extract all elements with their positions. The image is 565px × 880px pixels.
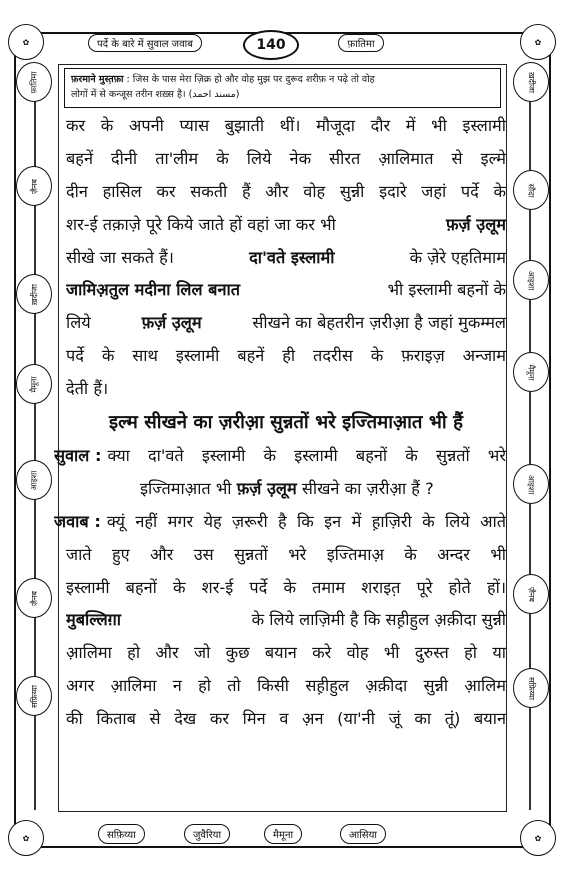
answer-line: अगर आ़लिमा न हो तो किसी सह़ीहुल अ़क़ीदा सुन्नी आ़लिम — [66, 676, 506, 696]
paragraph-line: बहनें दीनी ता'लीम के लिये नेक सीरत आ़लिमात से इल्मे — [66, 148, 506, 168]
side-medallion-left: ख़दीजा — [16, 274, 52, 314]
answer-line: जाते हुए और उस सुन्नतों भरे इज्तिमाअ़ के अन्दर भी — [66, 544, 506, 564]
side-medallion-left: मैमूना — [16, 364, 52, 404]
hadith-banner — [64, 68, 501, 108]
page-number: 140 — [243, 30, 299, 60]
answer-line — [66, 604, 506, 637]
side-medallion-right: सौदा — [513, 170, 549, 210]
question-line — [54, 440, 506, 473]
question-text: इज्तिमाआ़त भी — [140, 478, 232, 498]
corner-ornament-top-left: ✿ — [8, 24, 44, 60]
side-medallion-left: सफ़िय्या — [16, 676, 52, 716]
paragraph-line — [66, 274, 506, 307]
text-span: लिये — [66, 313, 91, 333]
hadith-line-2: लोगों में से कन्जूस तरीन शख़्स है। (مسند احمد) — [71, 89, 240, 100]
question-label: सुवाल : — [54, 446, 102, 466]
footer-label: जुवैरिया — [184, 824, 230, 844]
text-span: शर-ई तक़ाज़े पूरे किये जाते हों वहां जा कर भी — [66, 214, 336, 234]
side-medallion-left: आइशा — [16, 460, 52, 500]
text-span: सीखने का बेहतरीन ज़रीआ़ है जहां मुकम्मल — [252, 313, 506, 333]
paragraph-line: दीन हासिल कर सकती हैं और वोह सुन्नी इदारे जहां पर्दे के — [66, 181, 506, 201]
bold-term: दा'वते इस्लामी — [249, 247, 335, 267]
side-medallion-right: आइशा — [513, 464, 549, 504]
text-span: के ज़ेरे एहतिमाम — [409, 247, 506, 267]
bold-term: फ़र्ज़ उ़लूम — [236, 478, 297, 498]
answer-text: के लिये लाज़िमी है कि सह़ीहुल अ़क़ीदा सुन्नी — [251, 610, 506, 630]
side-medallion-right: ज़ैनब — [513, 574, 549, 614]
paragraph-line: कर के अपनी प्यास बुझाती थीं। मौजूदा दौर में भी इस्लामी — [66, 116, 506, 135]
side-medallion-right: ख़दीजा — [513, 62, 549, 102]
text-span: भी इस्लामी बहनों के — [387, 280, 506, 300]
hadith-label: फ़रमाने मुस्त़फ़ा — [71, 74, 124, 85]
side-medallion-left: ज़ैनब — [16, 578, 52, 618]
side-medallion-right: सफ़िय्या — [513, 668, 549, 708]
question-text: सीखने का ज़रीआ़ हैं ? — [301, 478, 434, 498]
text-span: सीखे जा सकते हैं। — [66, 247, 174, 267]
question-line — [66, 473, 506, 506]
answer-label: जवाब : — [54, 511, 101, 531]
bold-term: मुबल्लिग़ा — [66, 610, 122, 630]
paragraph-line — [66, 242, 506, 275]
answer-line — [54, 506, 506, 539]
answer-line: की किताब से देख कर मिन व अ़न (या'नी जूं का तूं) बयान — [66, 709, 506, 729]
answer-text: क्यूं नहीं मगर येह ज़रूरी है कि इन में ह़ाज़िरी के लिये आते — [106, 511, 506, 531]
hadith-line-1: : जिस के पास मेरा ज़िक्र हो और वोह मुझ पर दुरूद शरीफ़ न पढ़े तो वोह — [123, 74, 375, 85]
paragraph-line: देती हैं। — [66, 379, 109, 399]
footer-label: सफ़िय्या — [98, 824, 145, 844]
side-medallion-left: फ़ातिमा — [16, 62, 52, 102]
bold-term: फ़र्ज़ उ़लूम — [446, 214, 506, 234]
footer-label: मैमूना — [264, 824, 302, 844]
answer-line: आ़लिमा हो और जो कुछ बयान करे वोह भी दुरुस्त हो या — [66, 643, 506, 663]
paragraph-line — [66, 209, 506, 242]
header-right — [326, 30, 396, 56]
header-left-title: पर्दे के बारे में सुवाल जवाब — [88, 34, 202, 52]
side-medallion-left: ज़ैनब — [16, 166, 52, 206]
footer-label: आसिया — [340, 824, 386, 844]
bold-term: फ़र्ज़ उ़लूम — [141, 313, 202, 333]
header-left — [60, 30, 230, 56]
corner-ornament-top-right: ✿ — [520, 24, 556, 60]
paragraph-line: पर्दे के साथ इस्लामी बहनें ही तदरीस के फ़राइज़ अन्जाम — [66, 346, 506, 366]
body-text — [54, 110, 506, 736]
answer-line: इस्लामी बहनों के शर-ई पर्दे के तमाम शराइत़ पूरे होते हों। — [66, 577, 506, 597]
paragraph-line — [66, 307, 506, 340]
header-right-title: फ़ातिमा — [338, 34, 383, 52]
corner-ornament-bottom-left: ✿ — [8, 820, 44, 856]
side-medallion-right: मैमूना — [513, 352, 549, 392]
question-text: क्या दा'वते इस्लामी के इस्लामी बहनों के सुन्नतों भरे — [107, 446, 506, 466]
side-medallion-right: आइशा — [513, 260, 549, 300]
bold-term: जामिअ़तुल मदीना लिल बनात — [66, 280, 240, 300]
corner-ornament-bottom-right: ✿ — [520, 820, 556, 856]
section-heading: इल्म सीखने का ज़रीआ़ सुन्नतों भरे इज्तिमाआ़त भी हैं — [109, 412, 463, 434]
